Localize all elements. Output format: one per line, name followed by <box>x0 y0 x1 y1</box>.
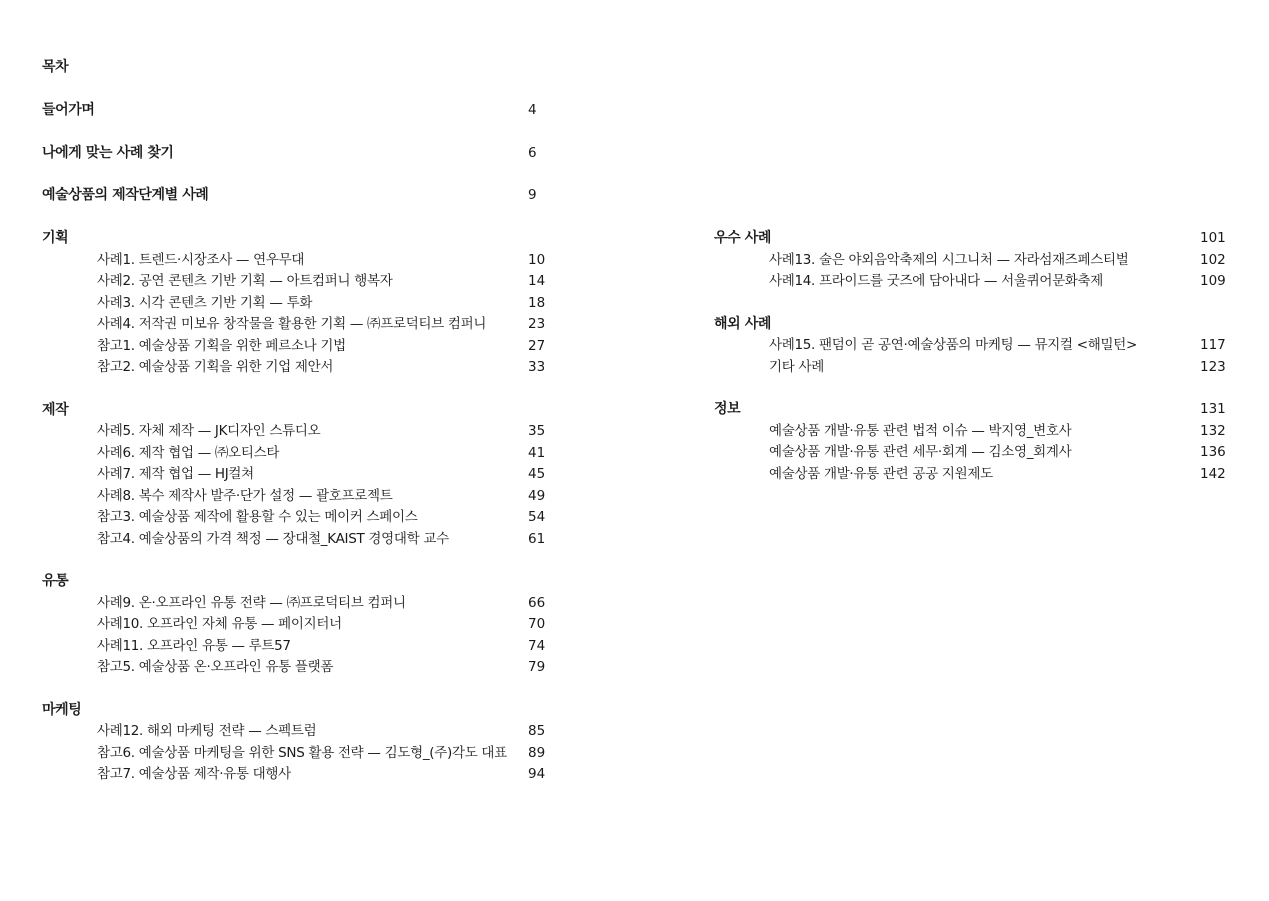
toc-item-page: 41 <box>528 444 546 461</box>
section-page: 101 <box>1200 230 1226 246</box>
toc-item-label: 참고3. 예술상품 제작에 활용할 수 있는 메이커 스페이스 <box>97 509 418 525</box>
toc-item-page: 142 <box>1200 465 1226 482</box>
toc-item-page: 70 <box>528 616 546 632</box>
toc-item-label: 사례15. 팬덤이 곧 공연·예술상품의 마케팅 — 뮤지컬 <해밀턴> <box>769 337 1138 353</box>
toc-item-label: 예술상품 개발·유통 관련 세무·회계 — 김소영_회계사 <box>769 444 1072 460</box>
section-page: 131 <box>1200 401 1226 417</box>
toc-item-page: 14 <box>528 273 546 289</box>
toc-item-page: 35 <box>528 423 546 439</box>
toc-item-label: 참고4. 예술상품의 가격 책정 — 장대철_KAIST 경영대학 교수 <box>97 530 449 547</box>
toc-item-page: 10 <box>528 251 546 268</box>
toc-item-page: 33 <box>528 359 546 375</box>
toc-item-page: 61 <box>528 530 546 547</box>
toc-item-label: 예술상품 개발·유통 관련 법적 이슈 — 박지영_변호사 <box>769 422 1072 439</box>
toc-item-page: 109 <box>1200 273 1226 289</box>
toc-item-label: 사례10. 오프라인 자체 유통 — 페이지터너 <box>97 616 342 632</box>
toc-item-page: 132 <box>1200 422 1226 439</box>
toc-item-page: 74 <box>528 637 546 654</box>
toc-title: 목차 <box>42 59 69 75</box>
toc-item-label: 사례12. 해외 마케팅 전략 — 스펙트럼 <box>97 723 317 739</box>
toc-item-label: 사례11. 오프라인 유통 — 루트57 <box>97 637 291 654</box>
toc-item-page: 89 <box>528 744 546 761</box>
toc-item-label: 참고2. 예술상품 기획을 위한 기업 제안서 <box>97 359 334 375</box>
toc-item-label: 사례9. 온·오프라인 유통 전략 — ㈜프로덕티브 컴퍼니 <box>97 594 406 611</box>
toc-entry-page: 6 <box>528 145 537 161</box>
toc-entry-label: 예술상품의 제작단계별 사례 <box>42 187 209 203</box>
toc-item-page: 79 <box>528 659 546 675</box>
toc-item-label: 사례7. 제작 협업 — HJ컬쳐 <box>97 466 254 482</box>
toc-item-label: 사례3. 시각 콘텐츠 기반 기획 — 투화 <box>97 294 313 311</box>
toc-item-page: 54 <box>528 509 546 525</box>
toc-item-label: 사례4. 저작권 미보유 창작물을 활용한 기획 — ㈜프로덕티브 컴퍼니 <box>97 316 487 332</box>
toc-entry-label: 나에게 맞는 사례 찾기 <box>42 145 174 161</box>
toc-item-page: 136 <box>1200 444 1226 460</box>
toc-entry-page: 9 <box>528 187 537 203</box>
toc-item-page: 102 <box>1200 251 1226 268</box>
toc-item-label: 참고6. 예술상품 마케팅을 위한 SNS 활용 전략 — 김도형_(주)각도 대표 <box>97 744 507 761</box>
toc-entry-page: 4 <box>528 102 537 118</box>
section-heading: 제작 <box>42 401 69 418</box>
toc-item-page: 123 <box>1200 358 1226 375</box>
toc-item-page: 49 <box>528 487 546 504</box>
section-heading: 기획 <box>42 230 69 246</box>
section-heading: 우수 사례 <box>714 230 771 246</box>
toc-item-page: 94 <box>528 766 546 782</box>
toc-item-label: 참고1. 예술상품 기획을 위한 페르소나 기법 <box>97 337 346 354</box>
toc-item-label: 사례8. 복수 제작사 발주·단가 설정 — 괄호프로젝트 <box>97 487 393 504</box>
toc-item-label: 사례5. 자체 제작 — JK디자인 스튜디오 <box>97 423 321 439</box>
toc-item-label: 참고5. 예술상품 온·오프라인 유통 플랫폼 <box>97 659 334 675</box>
section-heading: 정보 <box>714 401 741 417</box>
toc-item-label: 기타 사례 <box>769 358 824 375</box>
toc-item-page: 117 <box>1200 337 1226 353</box>
toc-item-page: 27 <box>528 337 546 354</box>
toc-item-label: 사례2. 공연 콘텐츠 기반 기획 — 아트컴퍼니 행복자 <box>97 273 393 289</box>
toc-item-page: 18 <box>528 294 546 311</box>
toc-entry-label: 들어가며 <box>42 102 95 118</box>
section-heading: 유통 <box>42 573 69 589</box>
toc-item-page: 66 <box>528 594 546 611</box>
section-heading: 마케팅 <box>42 701 82 718</box>
toc-item-page: 23 <box>528 316 546 332</box>
toc-item-page: 45 <box>528 466 546 482</box>
toc-item-label: 사례6. 제작 협업 — ㈜오티스타 <box>97 444 280 461</box>
toc-item-label: 참고7. 예술상품 제작·유통 대행사 <box>97 766 291 782</box>
toc-item-label: 사례13. 술은 야외음악축제의 시그니처 — 자라섬재즈페스티벌 <box>769 251 1129 268</box>
toc-item-label: 사례1. 트렌드·시장조사 — 연우무대 <box>97 251 305 268</box>
toc-item-label: 예술상품 개발·유통 관련 공공 지원제도 <box>769 465 993 482</box>
section-heading: 해외 사례 <box>714 315 771 332</box>
toc-item-label: 사례14. 프라이드를 굿즈에 담아내다 — 서울퀴어문화축제 <box>769 273 1104 289</box>
toc-item-page: 85 <box>528 723 546 739</box>
